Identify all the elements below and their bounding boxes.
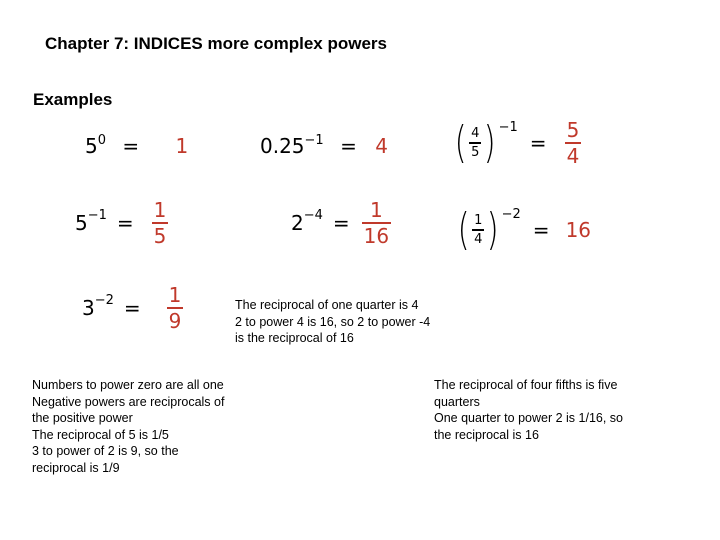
equation-0-25-power-minus-1: $0.25^{-1} = 4$ — [260, 133, 388, 158]
note-one-quarter: The reciprocal of one quarter is 4 2 to power 4 is 16, so 2 to power -4 is the reciprocal of 16 — [235, 298, 431, 345]
equation-5-power-minus-1: 5 −1 = $\frac{1}{5}$ — [75, 198, 167, 248]
equation-four-fifths-power-minus-1: ( $\frac{4}{5}$ ) −1 = $\frac{5}{4}$ — [454, 117, 580, 168]
result-fraction: $\frac{1}{16}$ — [363, 198, 390, 248]
result-fraction: $\frac{1}{5}$ — [153, 198, 167, 248]
equation-3-power-minus-2: 3 −2 = $\frac{1}{9}$ — [82, 283, 182, 333]
result-value: 16 — [565, 218, 592, 242]
equation-one-quarter-power-minus-2: ( $\frac{1}{4}$ ) −2 = 16 — [457, 204, 592, 255]
equation-5-power-0: $5^0 = 1$ — [85, 133, 189, 158]
note-four-fifths: The reciprocal of four fifths is five quarters One quarter to power 2 is 1/16, so the reciprocal is 16 — [434, 378, 623, 442]
result-value: 1 — [175, 134, 189, 158]
result-fraction: $\frac{5}{4}$ — [566, 118, 580, 168]
result-value: 4 — [375, 134, 388, 158]
page-title: Chapter 7: INDICES more complex powers — [45, 34, 387, 53]
examples-heading: Examples — [33, 90, 113, 109]
result-fraction: $\frac{1}{9}$ — [168, 283, 182, 333]
equation-2-power-minus-4: 2 −4 = $\frac{1}{16}$ — [291, 198, 390, 248]
note-power-zero: Numbers to power zero are all one Negative powers are reciprocals of the positive power The reciprocal of 5 is 1/5 3 to power of 2 is 9, so the reciprocal is 1/9 — [32, 378, 225, 475]
